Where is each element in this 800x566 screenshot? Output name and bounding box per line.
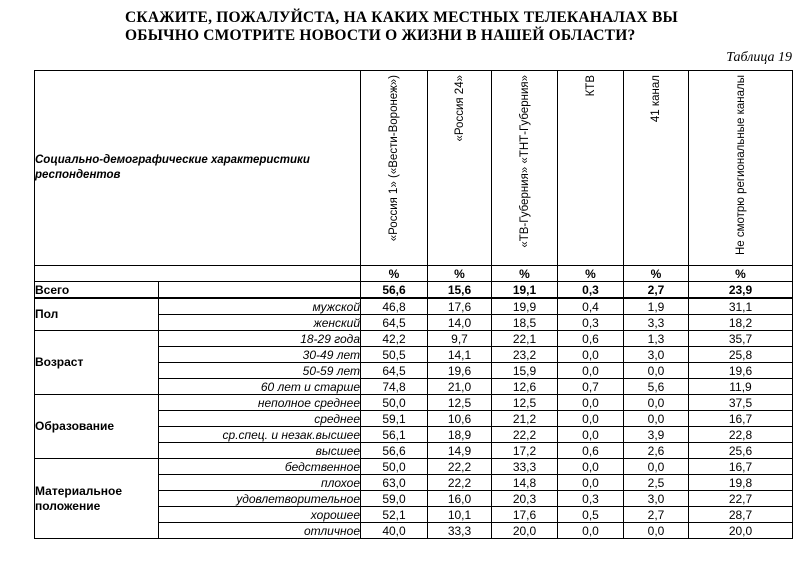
- total-value: 56,6: [361, 282, 428, 299]
- total-spacer: [159, 282, 361, 299]
- value-cell: 35,7: [689, 331, 793, 347]
- row-label: удовлетворительное: [159, 491, 361, 507]
- value-cell: 22,7: [689, 491, 793, 507]
- value-cell: 3,0: [624, 347, 689, 363]
- row-label: среднее: [159, 411, 361, 427]
- value-cell: 25,8: [689, 347, 793, 363]
- value-cell: 1,9: [624, 298, 689, 315]
- value-cell: 19,8: [689, 475, 793, 491]
- value-cell: 46,8: [361, 298, 428, 315]
- column-header: [428, 71, 492, 266]
- value-cell: 17,6: [428, 298, 492, 315]
- value-cell: 5,6: [624, 379, 689, 395]
- total-value: 19,1: [492, 282, 558, 299]
- value-cell: 56,1: [361, 427, 428, 443]
- total-row: [35, 282, 793, 299]
- value-cell: 22,2: [428, 459, 492, 475]
- column-header: [558, 71, 624, 266]
- value-cell: 16,0: [428, 491, 492, 507]
- total-value: 0,3: [558, 282, 624, 299]
- row-header-title: Социально-демографические характеристики респондентов: [35, 71, 361, 266]
- value-cell: 12,5: [428, 395, 492, 411]
- row-label: неполное среднее: [159, 395, 361, 411]
- value-cell: 19,6: [428, 363, 492, 379]
- total-value: 15,6: [428, 282, 492, 299]
- value-cell: 11,9: [689, 379, 793, 395]
- unit-cell: %: [361, 266, 428, 282]
- value-cell: 22,8: [689, 427, 793, 443]
- table-caption: Таблица 19: [726, 50, 792, 65]
- value-cell: 17,2: [492, 443, 558, 459]
- value-cell: 42,2: [361, 331, 428, 347]
- table-row: [35, 298, 793, 315]
- value-cell: 0,0: [558, 427, 624, 443]
- value-cell: 16,7: [689, 411, 793, 427]
- value-cell: 0,0: [558, 363, 624, 379]
- value-cell: 20,0: [689, 523, 793, 539]
- row-label: отличное: [159, 523, 361, 539]
- value-cell: 3,0: [624, 491, 689, 507]
- units-row-spacer: [35, 266, 361, 282]
- value-cell: 0,3: [558, 491, 624, 507]
- value-cell: 28,7: [689, 507, 793, 523]
- column-header-label: «Россия 24»: [453, 75, 466, 142]
- value-cell: 0,6: [558, 331, 624, 347]
- column-header-label: Не смотрю региональные каналы: [734, 75, 747, 256]
- value-cell: 3,9: [624, 427, 689, 443]
- value-cell: 0,0: [624, 395, 689, 411]
- column-header: [689, 71, 793, 266]
- value-cell: 16,7: [689, 459, 793, 475]
- value-cell: 14,8: [492, 475, 558, 491]
- value-cell: 0,0: [624, 363, 689, 379]
- value-cell: 0,0: [558, 475, 624, 491]
- column-header: [492, 71, 558, 266]
- value-cell: 2,5: [624, 475, 689, 491]
- value-cell: 0,3: [558, 315, 624, 331]
- value-cell: 37,5: [689, 395, 793, 411]
- units-row: [35, 266, 793, 282]
- group-label: Возраст: [35, 331, 159, 395]
- table-body: [35, 282, 793, 539]
- column-header-label: КТВ: [584, 75, 597, 97]
- value-cell: 19,6: [689, 363, 793, 379]
- value-cell: 50,0: [361, 395, 428, 411]
- table-row: [35, 331, 793, 347]
- value-cell: 14,9: [428, 443, 492, 459]
- value-cell: 0,0: [624, 523, 689, 539]
- row-label: бедственное: [159, 459, 361, 475]
- value-cell: 21,0: [428, 379, 492, 395]
- value-cell: 15,9: [492, 363, 558, 379]
- table-row: [35, 459, 793, 475]
- value-cell: 40,0: [361, 523, 428, 539]
- value-cell: 17,6: [492, 507, 558, 523]
- page-title-line-2: ОБЫЧНО СМОТРИТЕ НОВОСТИ О ЖИЗНИ В НАШЕЙ ОБЛАСТИ?: [125, 27, 636, 44]
- unit-cell: %: [492, 266, 558, 282]
- value-cell: 50,0: [361, 459, 428, 475]
- value-cell: 50,5: [361, 347, 428, 363]
- column-header: [624, 71, 689, 266]
- value-cell: 59,1: [361, 411, 428, 427]
- unit-cell: %: [558, 266, 624, 282]
- page-title-line-1: СКАЖИТЕ, ПОЖАЛУЙСТА, НА КАКИХ МЕСТНЫХ ТЕЛЕКАНАЛАХ ВЫ: [125, 9, 678, 26]
- unit-cell: %: [624, 266, 689, 282]
- table-row: [35, 395, 793, 411]
- value-cell: 33,3: [428, 523, 492, 539]
- value-cell: 18,5: [492, 315, 558, 331]
- value-cell: 59,0: [361, 491, 428, 507]
- value-cell: 21,2: [492, 411, 558, 427]
- value-cell: 0,0: [558, 395, 624, 411]
- value-cell: 20,3: [492, 491, 558, 507]
- value-cell: 33,3: [492, 459, 558, 475]
- column-header-label: 41 канал: [650, 75, 662, 123]
- total-value: 23,9: [689, 282, 793, 299]
- value-cell: 10,6: [428, 411, 492, 427]
- value-cell: 20,0: [492, 523, 558, 539]
- row-label: 30-49 лет: [159, 347, 361, 363]
- value-cell: 2,7: [624, 507, 689, 523]
- value-cell: 0,0: [558, 523, 624, 539]
- value-cell: 0,5: [558, 507, 624, 523]
- group-label: Образование: [35, 395, 159, 459]
- value-cell: 0,0: [558, 347, 624, 363]
- value-cell: 14,1: [428, 347, 492, 363]
- page-title: [125, 9, 795, 45]
- total-label: Всего: [35, 282, 159, 299]
- value-cell: 0,7: [558, 379, 624, 395]
- value-cell: 56,6: [361, 443, 428, 459]
- value-cell: 9,7: [428, 331, 492, 347]
- value-cell: 2,6: [624, 443, 689, 459]
- value-cell: 3,3: [624, 315, 689, 331]
- group-label: Пол: [35, 298, 159, 331]
- value-cell: 18,2: [689, 315, 793, 331]
- value-cell: 10,1: [428, 507, 492, 523]
- value-cell: 23,2: [492, 347, 558, 363]
- value-cell: 0,4: [558, 298, 624, 315]
- row-label: 60 лет и старше: [159, 379, 361, 395]
- value-cell: 0,0: [624, 459, 689, 475]
- row-label: мужской: [159, 298, 361, 315]
- value-cell: 14,0: [428, 315, 492, 331]
- group-label: Материальное положение: [35, 459, 159, 539]
- value-cell: 0,0: [624, 411, 689, 427]
- value-cell: 0,6: [558, 443, 624, 459]
- survey-table: [34, 70, 793, 539]
- value-cell: 25,6: [689, 443, 793, 459]
- total-value: 2,7: [624, 282, 689, 299]
- value-cell: 1,3: [624, 331, 689, 347]
- row-label: женский: [159, 315, 361, 331]
- value-cell: 0,0: [558, 459, 624, 475]
- value-cell: 64,5: [361, 315, 428, 331]
- value-cell: 52,1: [361, 507, 428, 523]
- row-label: 18-29 года: [159, 331, 361, 347]
- unit-cell: %: [689, 266, 793, 282]
- value-cell: 22,2: [428, 475, 492, 491]
- column-header-label: «Россия 1» («Вести-Воронеж»): [388, 75, 400, 242]
- value-cell: 12,5: [492, 395, 558, 411]
- row-label: хорошее: [159, 507, 361, 523]
- row-label: 50-59 лет: [159, 363, 361, 379]
- value-cell: 74,8: [361, 379, 428, 395]
- column-header: [361, 71, 428, 266]
- value-cell: 12,6: [492, 379, 558, 395]
- row-label: высшее: [159, 443, 361, 459]
- column-header-label: «ТВ-Губерния» «ТНТ-Губерния»: [518, 75, 531, 248]
- value-cell: 22,1: [492, 331, 558, 347]
- value-cell: 18,9: [428, 427, 492, 443]
- value-cell: 0,0: [558, 411, 624, 427]
- value-cell: 19,9: [492, 298, 558, 315]
- row-label: плохое: [159, 475, 361, 491]
- value-cell: 22,2: [492, 427, 558, 443]
- row-label: ср.спец. и незак.высшее: [159, 427, 361, 443]
- value-cell: 64,5: [361, 363, 428, 379]
- value-cell: 63,0: [361, 475, 428, 491]
- value-cell: 31,1: [689, 298, 793, 315]
- unit-cell: %: [428, 266, 492, 282]
